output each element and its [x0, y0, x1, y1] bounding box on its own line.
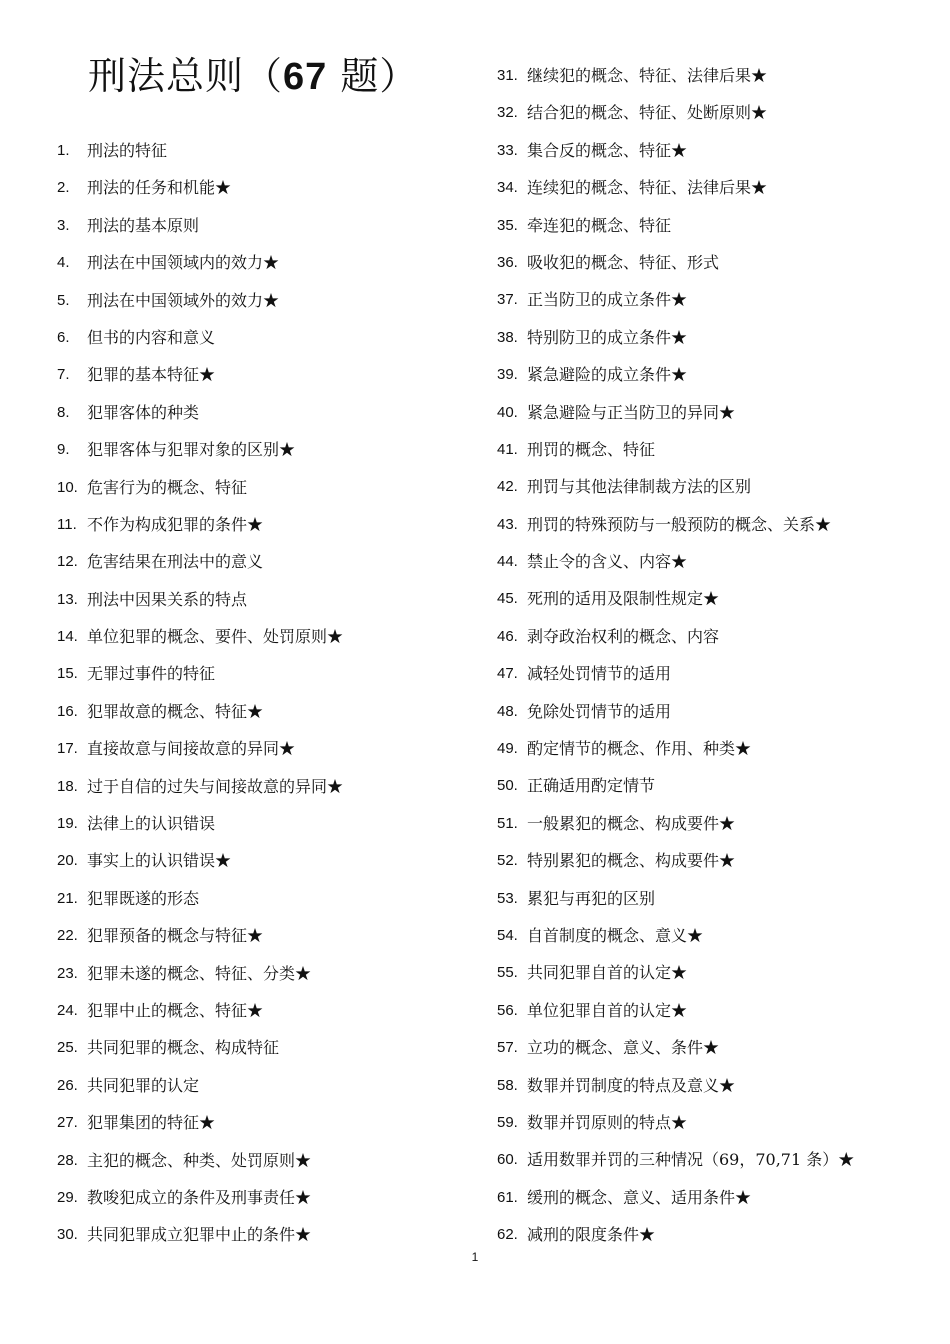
topic-number: 30.	[57, 1226, 78, 1244]
topic-list-item	[497, 356, 854, 393]
topic-text: 数罪并罚原则的特点★	[527, 1112, 688, 1132]
topic-text: 单位犯罪自首的认定★	[527, 1000, 688, 1020]
topic-list-item	[57, 1104, 343, 1141]
topic-number: 32.	[497, 104, 518, 122]
topic-list-item	[497, 842, 854, 879]
topic-text: 过于自信的过失与间接故意的异同★	[87, 776, 344, 796]
topic-text: 共同犯罪自首的认定★	[527, 963, 688, 983]
topic-list-item	[57, 1067, 343, 1104]
topic-list-item	[57, 282, 343, 319]
topic-text: 立功的概念、意义、条件★	[527, 1038, 720, 1058]
topic-text: 自首制度的概念、意义★	[527, 925, 704, 945]
topic-number: 9.	[57, 441, 70, 459]
topic-text: 一般累犯的概念、构成要件★	[527, 813, 736, 833]
topic-number: 58.	[497, 1076, 518, 1094]
topic-list-item	[57, 169, 343, 206]
topic-text: 危害结果在刑法中的意义	[87, 552, 264, 572]
topic-text: 不作为构成犯罪的条件★	[87, 514, 264, 534]
topic-list-item	[57, 431, 343, 468]
topic-list-item	[57, 693, 343, 730]
topic-number: 50.	[497, 777, 518, 795]
topic-list-item	[497, 992, 854, 1029]
topic-number: 40.	[497, 403, 518, 421]
topic-list-item	[497, 1029, 854, 1066]
topic-list-item	[57, 244, 343, 281]
topic-number: 15.	[57, 665, 78, 683]
topic-text: 法律上的认识错误	[87, 814, 216, 834]
topic-number: 44.	[497, 553, 518, 571]
topic-number: 16.	[57, 702, 78, 720]
topic-number: 20.	[57, 852, 78, 870]
topic-text: 连续犯的概念、特征、法律后果★	[527, 178, 768, 198]
topic-number: 7.	[57, 366, 70, 384]
topic-number: 17.	[57, 740, 78, 758]
topic-number: 14.	[57, 628, 78, 646]
topic-text: 特别防卫的成立条件★	[527, 327, 688, 347]
topic-text: 刑罚与其他法律制裁方法的区别	[527, 477, 752, 497]
topic-list-item	[497, 394, 854, 431]
topic-list-item	[497, 655, 854, 692]
topic-list-item	[497, 693, 854, 730]
topic-number: 37.	[497, 291, 518, 309]
topic-number: 46.	[497, 627, 518, 645]
topic-number: 59.	[497, 1113, 518, 1131]
topic-text: 减轻处罚情节的适用	[527, 664, 672, 684]
topic-list-item	[57, 506, 343, 543]
topic-text: 犯罪未遂的概念、特征、分类★	[87, 963, 312, 983]
topic-list-item	[57, 469, 343, 506]
topic-list-item	[497, 1141, 854, 1178]
topic-list-item	[57, 319, 343, 356]
topic-number: 62.	[497, 1226, 518, 1244]
topic-list-item	[497, 132, 854, 169]
topic-list-item	[497, 244, 854, 281]
topic-list-item	[57, 394, 343, 431]
topic-list-item	[497, 319, 854, 356]
topic-list-item	[497, 618, 854, 655]
topic-list-item	[497, 543, 854, 580]
topic-number: 4.	[57, 254, 70, 272]
topic-number: 54.	[497, 926, 518, 944]
topic-number: 31.	[497, 67, 518, 84]
topic-list-item	[497, 880, 854, 917]
topic-list-item	[497, 1104, 854, 1141]
topic-list-item	[57, 655, 343, 692]
topic-number: 61.	[497, 1188, 518, 1206]
topic-number: 57.	[497, 1039, 518, 1057]
page-number: 1	[471, 1250, 479, 1264]
topic-list-item	[57, 543, 343, 580]
topic-text: 犯罪客体的种类	[87, 402, 200, 422]
topic-list-item	[57, 805, 343, 842]
topic-list-item	[497, 506, 854, 543]
topic-list-item	[57, 618, 343, 655]
topic-list-item	[57, 768, 343, 805]
topic-number: 5.	[57, 291, 70, 309]
topic-text: 刑罚的概念、特征	[527, 439, 656, 459]
topic-number: 56.	[497, 1001, 518, 1019]
topic-number: 43.	[497, 515, 518, 533]
title-suffix: 题）	[327, 54, 419, 98]
topic-number: 13.	[57, 590, 78, 608]
topic-number: 60.	[497, 1151, 518, 1169]
title-question-count: 67	[283, 56, 328, 98]
topic-text: 禁止令的含义、内容★	[527, 552, 688, 572]
topic-text: 犯罪中止的概念、特征★	[87, 1000, 264, 1020]
topic-list-item	[497, 57, 854, 94]
topic-text: 数罪并罚制度的特点及意义★	[527, 1075, 736, 1095]
topic-number: 12.	[57, 553, 78, 571]
topic-list-item	[57, 1142, 343, 1179]
topic-number: 36.	[497, 253, 518, 271]
topic-number: 55.	[497, 964, 518, 982]
topic-list-item	[497, 169, 854, 206]
topic-list-item	[497, 805, 854, 842]
topic-number: 42.	[497, 478, 518, 496]
topic-list-item	[57, 207, 343, 244]
topic-number: 49.	[497, 740, 518, 758]
topic-text: 犯罪的基本特征★	[87, 365, 216, 385]
topic-list-right	[497, 57, 854, 1254]
topic-number: 3.	[57, 216, 70, 234]
topic-text: 减刑的限度条件★	[527, 1225, 656, 1245]
topic-text: 死刑的适用及限制性规定★	[527, 589, 720, 609]
topic-text: 刑法在中国领域外的效力★	[87, 290, 280, 310]
topic-list-item	[497, 917, 854, 954]
topic-text: 特别累犯的概念、构成要件★	[527, 851, 736, 871]
topic-number: 19.	[57, 815, 78, 833]
topic-text: 集合反的概念、特征★	[527, 140, 688, 160]
topic-number: 39.	[497, 366, 518, 384]
topic-text: 主犯的概念、种类、处罚原则★	[87, 1150, 312, 1170]
topic-number: 35.	[497, 216, 518, 234]
topic-text: 免除处罚情节的适用	[527, 701, 672, 721]
topic-list-item	[497, 468, 854, 505]
topic-list-item	[57, 1179, 343, 1216]
topic-number: 10.	[57, 478, 78, 496]
topic-text: 事实上的认识错误★	[87, 851, 232, 871]
topic-text: 犯罪既遂的形态	[87, 888, 200, 908]
topic-number: 34.	[497, 179, 518, 197]
topic-number: 8.	[57, 403, 70, 421]
topic-text: 无罪过事件的特征	[87, 664, 216, 684]
topic-list-item	[497, 94, 854, 131]
topic-text: 共同犯罪成立犯罪中止的条件★	[87, 1225, 312, 1245]
title-prefix: 刑法总则（	[88, 54, 284, 98]
topic-text: 犯罪故意的概念、特征★	[87, 701, 264, 721]
topic-number: 53.	[497, 889, 518, 907]
topic-text: 刑法的基本原则	[87, 215, 200, 235]
topic-list-item	[57, 917, 343, 954]
topic-number: 33.	[497, 141, 518, 159]
topic-list-item	[57, 1029, 343, 1066]
topic-number: 48.	[497, 702, 518, 720]
topic-text: 犯罪预备的概念与特征★	[87, 926, 264, 946]
topic-text: 直接故意与间接故意的异同★	[87, 739, 296, 759]
topic-text: 紧急避险与正当防卫的异同★	[527, 402, 736, 422]
topic-list-item	[57, 730, 343, 767]
topic-list-item	[497, 1179, 854, 1216]
topic-number: 27.	[57, 1114, 78, 1132]
topic-text: 但书的内容和意义	[87, 327, 216, 347]
topic-text: 缓刑的概念、意义、适用条件★	[527, 1187, 752, 1207]
topic-text: 吸收犯的概念、特征、形式	[527, 252, 720, 272]
topic-text: 刑罚的特殊预防与一般预防的概念、关系★	[527, 514, 832, 534]
topic-number: 22.	[57, 927, 78, 945]
topic-text: 正确适用酌定情节	[527, 776, 656, 796]
topic-list-item	[57, 356, 343, 393]
topic-number: 2.	[57, 179, 70, 197]
topic-text: 刑法中因果关系的特点	[87, 589, 248, 609]
topic-number: 18.	[57, 777, 78, 795]
topic-text: 危害行为的概念、特征	[87, 477, 248, 497]
topic-text: 剥夺政治权利的概念、内容	[527, 626, 720, 646]
topic-number: 47.	[497, 665, 518, 683]
topic-text: 刑法的特征	[87, 141, 168, 160]
topic-list-left	[57, 132, 343, 1254]
topic-text: 教唆犯成立的条件及刑事责任★	[87, 1187, 312, 1207]
topic-list-item	[497, 1067, 854, 1104]
topic-list-item	[57, 880, 343, 917]
page-title	[88, 50, 418, 102]
topic-number: 29.	[57, 1188, 78, 1206]
topic-text: 犯罪集团的特征★	[87, 1113, 216, 1133]
topic-text: 紧急避险的成立条件★	[527, 365, 688, 385]
topic-number: 1.	[57, 142, 70, 159]
topic-text: 刑法的任务和机能★	[87, 178, 232, 198]
topic-text: 共同犯罪的认定	[87, 1075, 200, 1095]
topic-text: 适用数罪并罚的三种情况（69，70,71 条）★	[527, 1150, 855, 1170]
topic-number: 23.	[57, 964, 78, 982]
topic-text: 牵连犯的概念、特征	[527, 215, 672, 235]
topic-list-item	[497, 431, 854, 468]
topic-number: 28.	[57, 1151, 78, 1169]
topic-number: 6.	[57, 328, 70, 346]
topic-number: 24.	[57, 1001, 78, 1019]
topic-text: 刑法在中国领域内的效力★	[87, 253, 280, 273]
topic-text: 共同犯罪的概念、构成特征	[87, 1038, 280, 1058]
topic-list-item	[57, 1216, 343, 1253]
topic-number: 51.	[497, 814, 518, 832]
topic-list-item	[497, 207, 854, 244]
topic-text: 酌定情节的概念、作用、种类★	[527, 739, 752, 759]
topic-list-item	[497, 954, 854, 991]
topic-list-item	[497, 730, 854, 767]
topic-list-item	[497, 281, 854, 318]
topic-list-item	[57, 842, 343, 879]
topic-number: 41.	[497, 440, 518, 458]
topic-list-item	[497, 580, 854, 617]
topic-text: 累犯与再犯的区别	[527, 888, 656, 908]
topic-text: 正当防卫的成立条件★	[527, 290, 688, 310]
topic-list-item	[57, 581, 343, 618]
topic-text: 继续犯的概念、特征、法律后果★	[527, 66, 768, 85]
topic-number: 38.	[497, 328, 518, 346]
topic-list-item	[57, 955, 343, 992]
topic-list-item	[497, 767, 854, 804]
topic-text: 犯罪客体与犯罪对象的区别★	[87, 440, 296, 460]
topic-text: 单位犯罪的概念、要件、处罚原则★	[87, 627, 344, 647]
topic-list-item	[497, 1216, 854, 1253]
topic-list-item	[57, 132, 343, 169]
topic-number: 25.	[57, 1039, 78, 1057]
topic-number: 21.	[57, 889, 78, 907]
topic-number: 52.	[497, 852, 518, 870]
topic-number: 26.	[57, 1076, 78, 1094]
topic-list-item	[57, 992, 343, 1029]
topic-text: 结合犯的概念、特征、处断原则★	[527, 103, 768, 123]
topic-number: 45.	[497, 590, 518, 608]
topic-number: 11.	[57, 515, 77, 533]
